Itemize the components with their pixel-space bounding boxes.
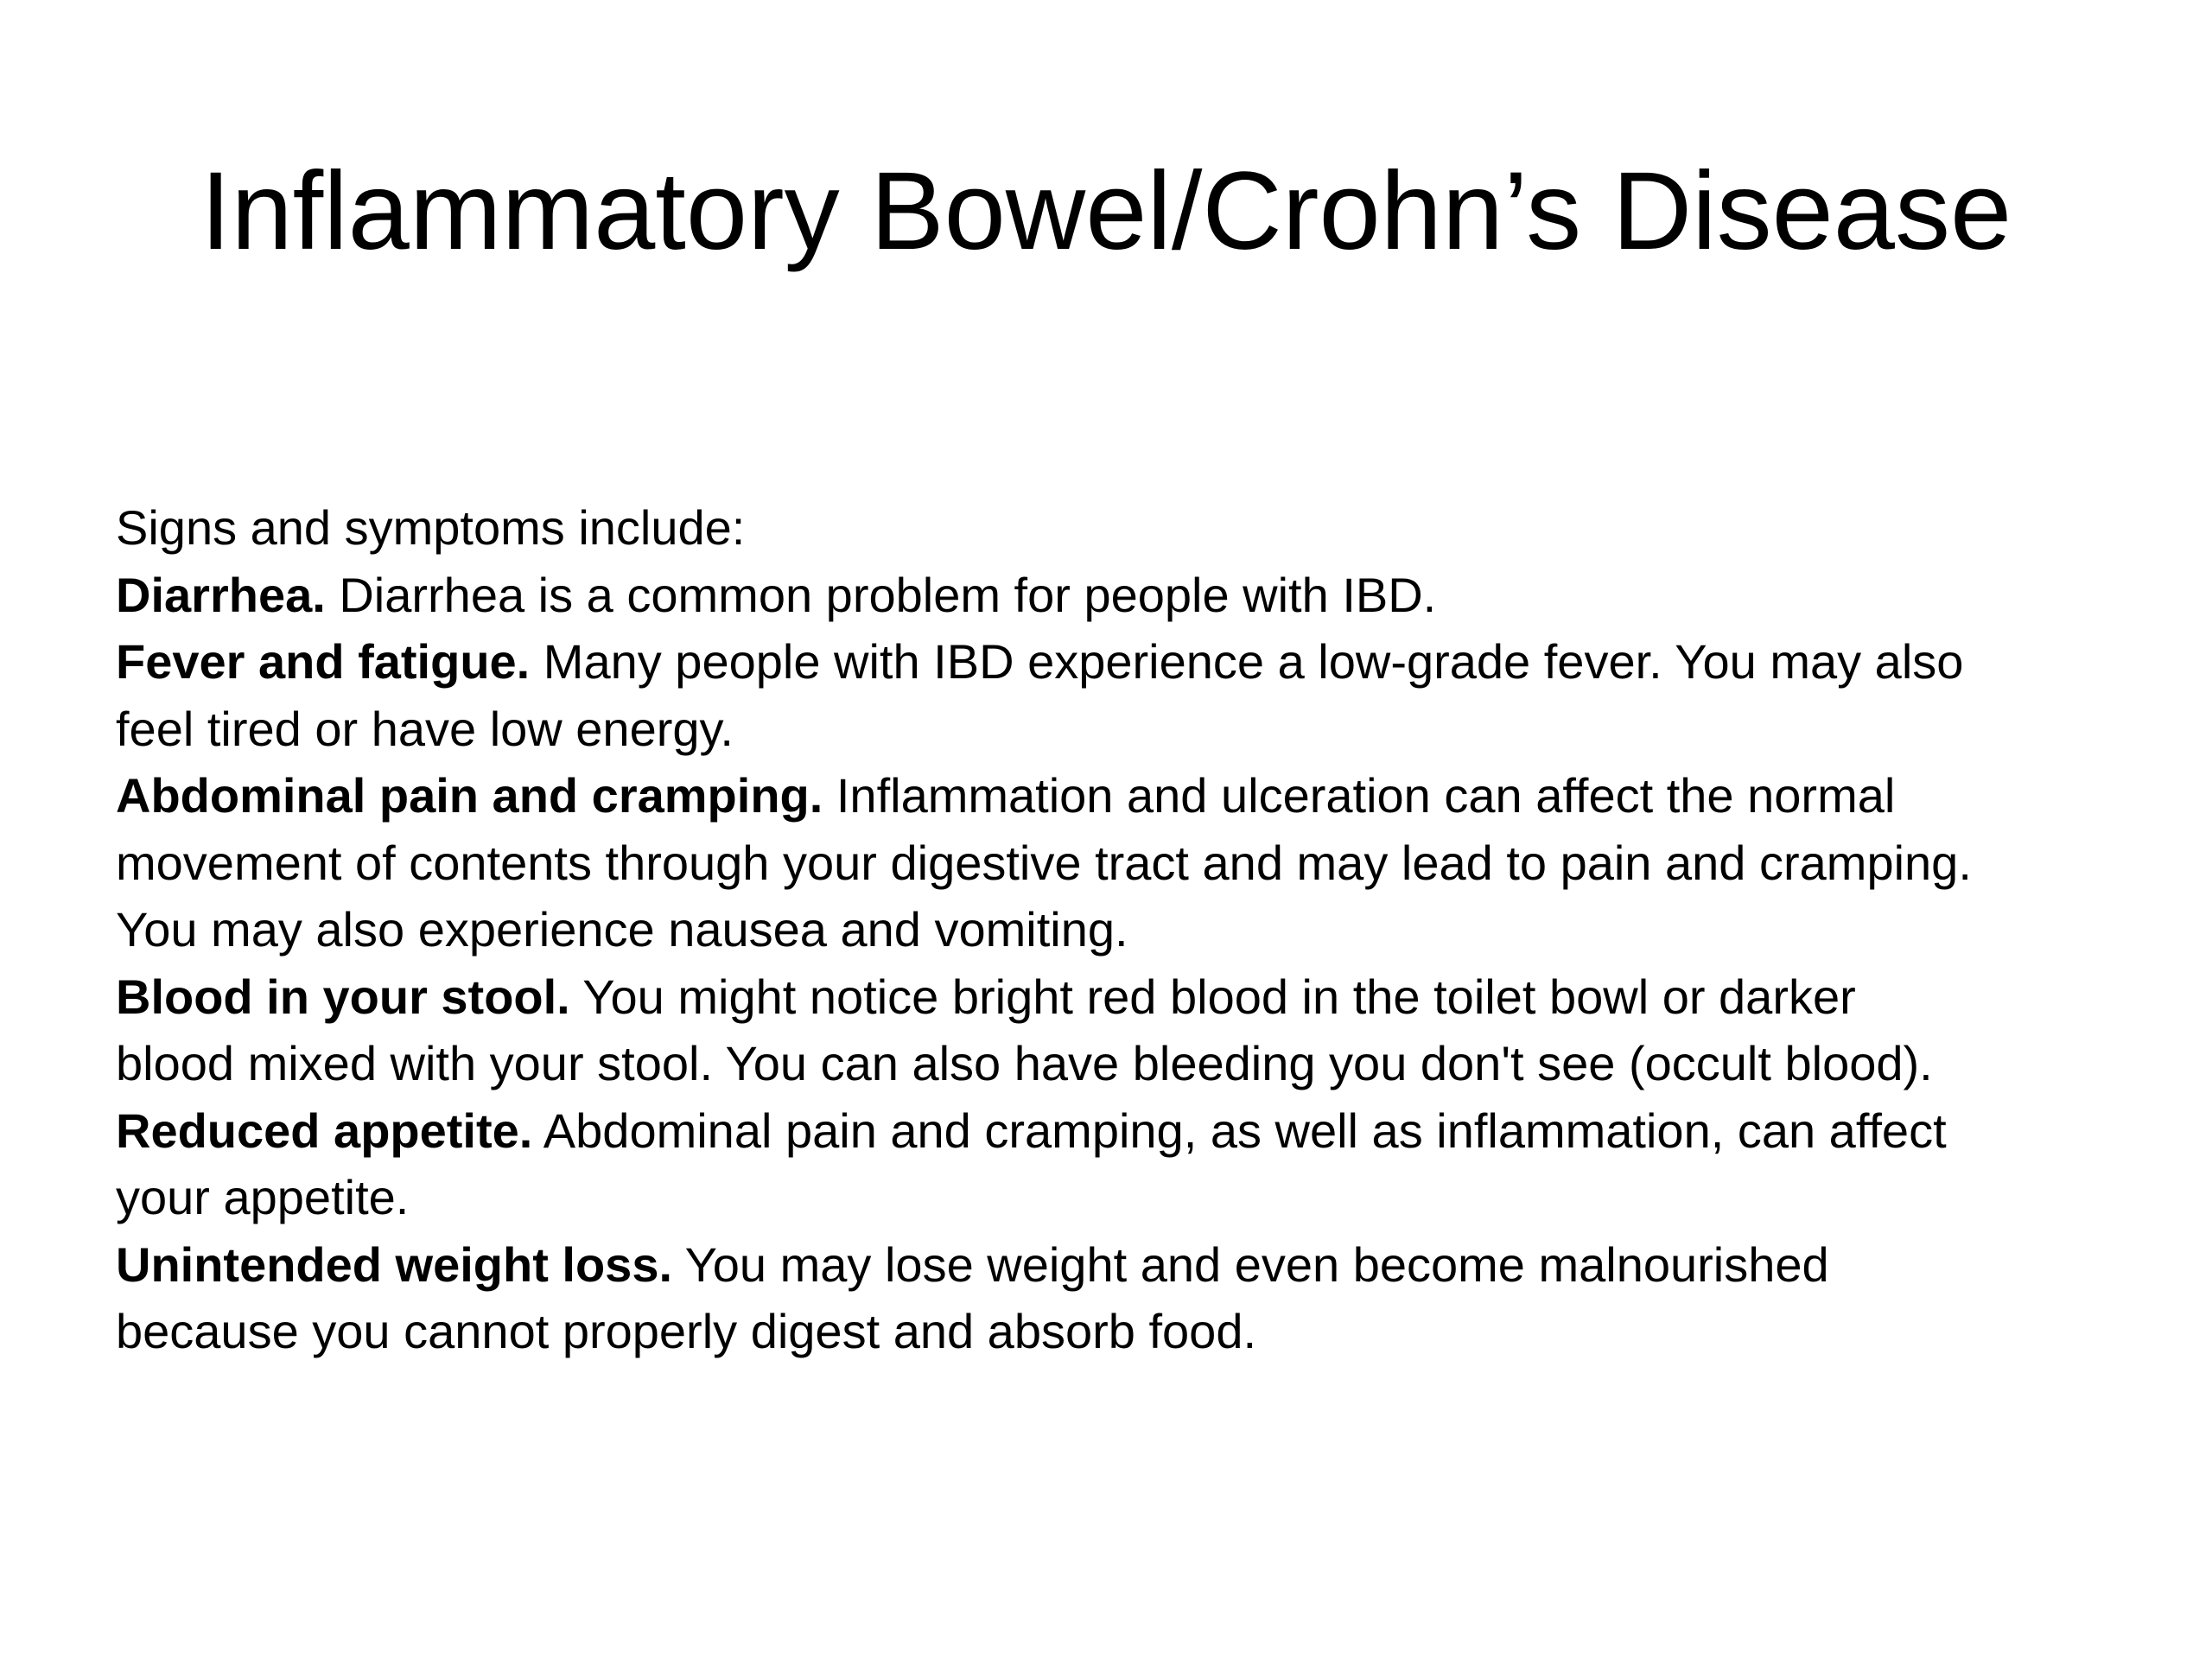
symptom-description: Diarrhea is a common problem for people with IBD. — [339, 567, 1437, 622]
symptom-weight-loss — [116, 1231, 1982, 1365]
slide-title: Inflammatory Bowel/Crohn’s Disease — [200, 149, 2012, 273]
symptom-term: Abdominal pain and cramping. — [116, 768, 823, 823]
symptom-blood-in-stool — [116, 963, 1982, 1097]
slide-body — [116, 494, 1982, 1365]
symptom-term: Fever and fatigue. — [116, 634, 531, 689]
symptom-term: Diarrhea. — [116, 567, 326, 622]
symptom-term: Reduced appetite. — [116, 1103, 533, 1158]
symptom-description: You may lose weight and even become malnourished because you cannot properly digest and absorb food. — [116, 1236, 1829, 1358]
symptom-fever-fatigue — [116, 628, 1982, 762]
symptom-term: Blood in your stool. — [116, 969, 570, 1024]
intro-line: Signs and symptoms include: — [116, 500, 746, 555]
symptom-term: Unintended weight loss. — [116, 1236, 673, 1292]
symptom-abdominal-pain — [116, 762, 1982, 963]
symptom-description: You might notice bright red blood in the toilet bowl or darker blood mixed with your stool. You can also have bleeding you don't see (occult blood). — [116, 969, 1933, 1090]
symptom-description: Inflammation and ulceration can affect the normal movement of contents through your digestive tract and may lead to pain and cramping. You may also experience nausea and vomiting. — [116, 768, 1972, 957]
symptom-diarrhea — [116, 562, 1982, 629]
symptom-description: Many people with IBD experience a low-grade fever. You may also feel tired or have low energy. — [116, 634, 1964, 756]
symptom-reduced-appetite — [116, 1097, 1982, 1231]
symptom-description: Abdominal pain and cramping, as well as inflammation, can affect your appetite. — [116, 1103, 1947, 1224]
